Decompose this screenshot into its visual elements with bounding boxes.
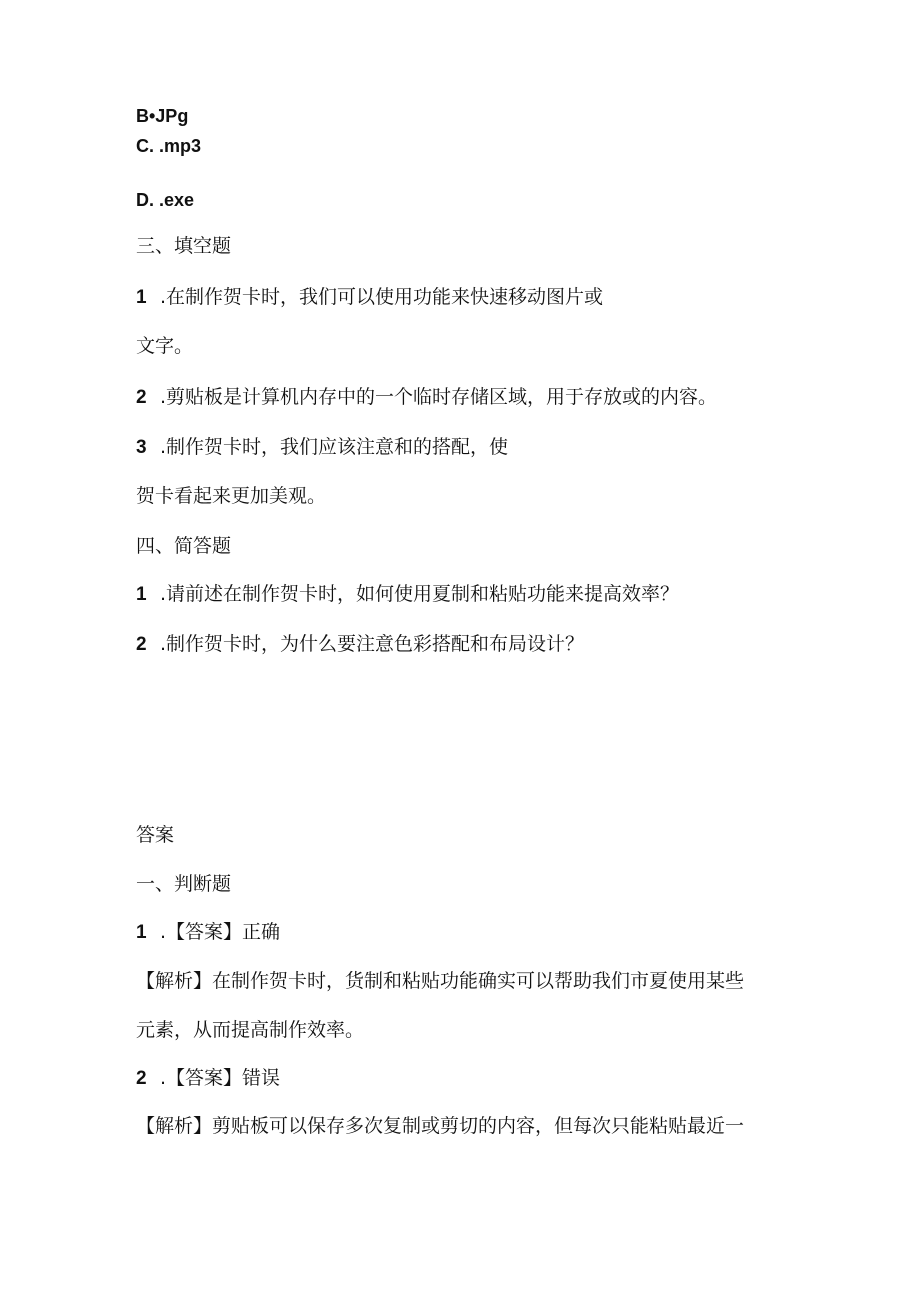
answer-text: .【答案】正确 [160,921,281,943]
answer-1 [136,920,280,945]
question-number: 2 [136,387,147,408]
section-heading-short-answer: 四、简答题 [136,535,232,557]
short-question-2 [136,632,584,657]
question-text: .在制作贺卡时，我们可以使用功能来快速移动图片或 [160,286,604,308]
option-b: B•JPg [136,106,189,126]
fill-question-3 [136,435,508,460]
answer-1-analysis: 【解析】在制作贺卡时，货制和粘贴功能确实可以帮助我们市夏使用某些 [136,970,745,992]
answer-2 [136,1066,280,1091]
answer-number: 1 [136,922,147,943]
section-heading-fill-in: 三、填空题 [136,235,232,257]
question-text: .请前述在制作贺卡时，如何使用夏制和粘贴功能来提高效率？ [160,583,680,605]
answer-1-analysis-continued: 元素，从而提高制作效率。 [136,1019,365,1041]
question-text: .制作贺卡时，为什么要注意色彩搭配和布局设计？ [160,633,585,655]
answers-heading: 答案 [136,824,175,846]
section-heading-true-false: 一、判断题 [136,873,232,895]
question-number: 1 [136,584,147,605]
fill-question-1-continued: 文字。 [136,335,194,357]
answer-number: 2 [136,1068,147,1089]
fill-question-2 [136,385,717,410]
question-number: 3 [136,437,147,458]
option-c: C. .mp3 [136,136,202,156]
answer-text: .【答案】错误 [160,1067,281,1089]
fill-question-3-continued: 贺卡看起来更加美观。 [136,485,327,507]
answer-2-analysis: 【解析】剪贴板可以保存多次复制或剪切的内容，但每次只能粘贴最近一 [136,1115,745,1137]
fill-question-1 [136,285,603,310]
option-d: D. .exe [136,190,195,210]
question-text: .剪贴板是计算机内存中的一个临时存储区域，用于存放或的内容。 [160,386,718,408]
question-number: 1 [136,287,147,308]
short-question-1 [136,582,679,607]
question-number: 2 [136,634,147,655]
question-text: .制作贺卡时，我们应该注意和的搭配，使 [160,436,509,458]
